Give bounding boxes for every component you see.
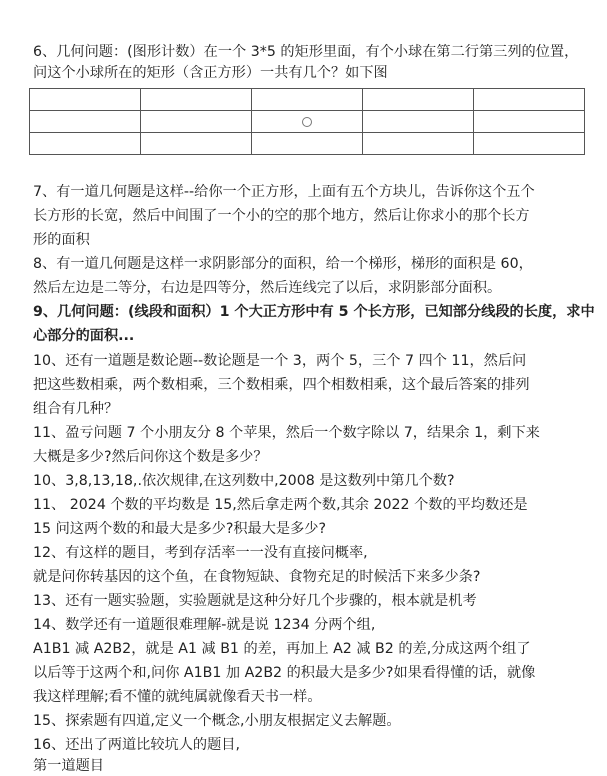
grid-cell [30, 89, 141, 111]
grid-cell [363, 111, 474, 133]
grid-row [30, 89, 585, 111]
grid-cell [363, 133, 474, 155]
grid-cell [474, 133, 585, 155]
q7-line-3: 形的面积 [33, 232, 90, 248]
q16-line-1: 16、还出了两道比较坑人的题目, [33, 737, 241, 753]
q6-line-2: 问这个小球所在的矩形（含正方形）一共有几个？如下图 [33, 65, 388, 81]
q10-line-3: 组合有几种？ [33, 401, 119, 417]
q6-line-1: 6、几何问题：(图形计数）在一个 3*5 的矩形里面，有个小球在第二行第三列的位置， [33, 44, 579, 60]
q13-line-1: 13、还有一题实验题，实验题就是这种分好几个步骤的，根本就是机考 [33, 593, 477, 609]
q12-line-2: 就是问你转基因的这个鱼，在食物短缺、食物充足的时候活下来多少条? [33, 569, 481, 585]
q14-line-2: A1B1 减 A2B2，就是 A1 减 B1 的差，再加上 A2 减 B2 的差,分成这两个组了 [33, 641, 531, 657]
q14-line-4: 我这样理解;看不懂的就纯属就像看天书一样。 [33, 689, 322, 705]
q7-line-2: 长方形的长宽，然后中间围了一个小的空的那个地方，然后让你求小的那个长方 [33, 208, 530, 224]
q8-line-2: 然后左边是二等分，右边是四等分，然后连线完了以后，求阴影部分面积。 [33, 280, 502, 296]
grid-cell [141, 89, 252, 111]
q10-line-1: 10、还有一道题是数论题--数论题是一个 3，两个 5，三个 7 四个 11，然后问 [33, 353, 527, 369]
q14-line-1: 14、数学还有一道题很难理解-就是说 1234 分两个组, [33, 617, 376, 633]
grid-row [30, 133, 585, 155]
grid-cell [474, 111, 585, 133]
q15-line-1: 15、探索题有四道,定义一个概念,小朋友根据定义去解题。 [33, 713, 401, 729]
q8-line-1: 8、有一道几何题是这样一求阴影部分的面积，给一个梯形，梯形的面积是 60， [33, 256, 533, 272]
q7-line-1: 7、有一道几何题是这样--给你一个正方形，上面有五个方块儿，告诉你这个五个 [33, 184, 535, 200]
grid-cell [141, 133, 252, 155]
q11b-line-2: 15 问这两个数的和最大是多少?积最大是多少? [33, 521, 326, 537]
q11-line-1: 11、盈亏问题 7 个小朋友分 8 个苹果，然后一个数字除以 7，结果余 1，剩下来 [33, 425, 540, 441]
q11b-line-1: 11、 2024 个数的平均数是 15,然后拿走两个数,其余 2022 个数的平均数还是 [33, 497, 528, 513]
rectangle-grid-3x5 [29, 88, 585, 155]
grid-cell [363, 89, 474, 111]
q10b-line-1: 10、3,8,13,18,.依次规律,在这列数中,2008 是这数列中第几个数? [33, 473, 455, 489]
grid-cell [474, 89, 585, 111]
ball-icon [302, 117, 312, 127]
q10-line-2: 把这些数相乘，两个数相乘，三个数相乘，四个相数相乘，这个最后答案的排列 [33, 377, 530, 393]
q14-line-3: 以后等于这两个和,问你 A1B1 加 A2B2 的积最大是多少?如果看得懂的话，就像 [33, 665, 536, 681]
q12-line-1: 12、有这样的题目，考到存活率一一没有直接问概率, [33, 545, 368, 561]
grid-cell [252, 133, 363, 155]
grid-cell [141, 111, 252, 133]
q9-line-2: 心部分的面积... [33, 328, 135, 344]
q9-line-1: 9、几何问题：(线段和面积）1 个大正方形中有 5 个长方形，已知部分线段的长度，求中 [33, 304, 595, 320]
grid-cell [30, 133, 141, 155]
grid-row [30, 111, 585, 133]
grid-cell [252, 89, 363, 111]
q11-line-2: 大概是多少?然后问你这个数是多少？ [33, 449, 268, 465]
q16-line-2: 第一道题目 [33, 758, 104, 774]
grid-cell-ball [252, 111, 363, 133]
grid-cell [30, 111, 141, 133]
